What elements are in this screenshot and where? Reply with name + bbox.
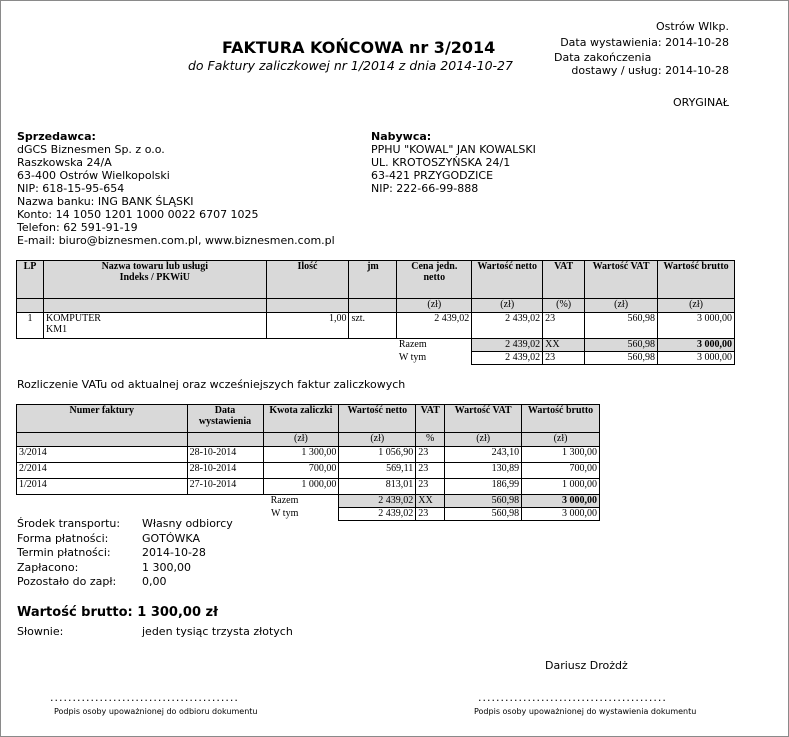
cell-date: 28-10-2014 (187, 463, 263, 479)
total-row (17, 339, 735, 352)
col-lp: LP (17, 261, 44, 299)
total-vat-value: 560,98 (585, 339, 658, 352)
unit-label: (zł) (397, 299, 472, 313)
payment-details (17, 517, 233, 590)
cell-name: KOMPUTER KM1 (43, 313, 266, 339)
cell-gross: 700,00 (522, 463, 600, 479)
seller-heading: Sprzedawca: (17, 130, 96, 143)
total-gross: 3 000,00 (658, 339, 735, 352)
cell-number: 2/2014 (17, 463, 188, 479)
signature-caption-left: Podpis osoby upoważnionej do odbioru dokumentu (54, 707, 258, 716)
unit-label: (zł) (339, 433, 416, 447)
incl-row (17, 352, 735, 365)
buyer-heading: Nabywca: (371, 130, 432, 143)
table-row (17, 313, 735, 339)
issue-date: Data wystawienia: 2014-10-28 (560, 36, 729, 49)
cell-unit: szt. (349, 313, 397, 339)
buyer-line: UL. KROTOSZYŃSKA 24/1 (371, 156, 511, 169)
end-label: Data zakończenia (554, 51, 652, 64)
cell-vat: 23 (416, 463, 445, 479)
incl-label: W tym (271, 507, 299, 519)
table-row (17, 479, 600, 495)
col-vat: VAT (543, 261, 585, 299)
unit-label: (zł) (472, 299, 543, 313)
cell-net: 813,01 (339, 479, 416, 495)
col-vat-value: Wartość VAT (585, 261, 658, 299)
amount-in-words: Słownie: jeden tysiąc trzysta złotych (17, 625, 293, 638)
unit-label: (zł) (263, 433, 339, 447)
total-label: Razem (270, 495, 299, 506)
cell-date: 27-10-2014 (187, 479, 263, 495)
total-row (17, 495, 600, 508)
cell-lp: 1 (17, 313, 44, 339)
advance-table (16, 404, 600, 521)
cell-number: 1/2014 (17, 479, 188, 495)
cell-price: 2 439,02 (397, 313, 472, 339)
cell-vat-value: 243,10 (445, 447, 522, 463)
unit-label: (zł) (522, 433, 600, 447)
unit-label: (zł) (445, 433, 522, 447)
seller-block (17, 130, 335, 247)
cell-vat-value: 130,89 (445, 463, 522, 479)
cell-net: 1 056,90 (339, 447, 416, 463)
cell-gross: 1 300,00 (522, 447, 600, 463)
signature-line-left: .......................................... (50, 691, 239, 704)
total-label: Razem (398, 339, 427, 350)
vat-settlement-title: Rozliczenie VATu od aktualnej oraz wcześniejszych faktur zaliczkowych (17, 378, 406, 391)
signature-caption-right: Podpis osoby upoważnionej do wystawienia dokumentu (474, 707, 697, 716)
cell-amount: 700,00 (263, 463, 339, 479)
incl-label: W tym (398, 351, 427, 363)
seller-line: Raszkowska 24/A (17, 156, 112, 169)
page-title: FAKTURA KOŃCOWA nr 3/2014 (222, 38, 496, 57)
cell-amount: 1 300,00 (263, 447, 339, 463)
buyer-line: PPHU "KOWAL" JAN KOWALSKI (371, 143, 536, 156)
cell-gross: 1 000,00 (522, 479, 600, 495)
buyer-block (371, 130, 536, 195)
total-vat: XX (543, 339, 585, 352)
unit-label: (%) (543, 299, 585, 313)
cell-net: 2 439,02 (472, 313, 543, 339)
incl-net: 2 439,02 (472, 352, 543, 365)
total-net: 2 439,02 (339, 495, 416, 508)
col-price: Cena jedn. netto (397, 261, 472, 299)
col-name: Nazwa towaru lub usługi Indeks / PKWiU (43, 261, 266, 299)
cell-vat: 23 (416, 479, 445, 495)
total-gross: 3 000,00 (522, 495, 600, 508)
total-vat-value: 560,98 (445, 495, 522, 508)
seller-line: Telefon: 62 591-91-19 (17, 221, 138, 234)
cell-qty: 1,00 (266, 313, 349, 339)
table-row (17, 447, 600, 463)
col-unit: jm (349, 261, 397, 299)
col-vat: VAT (416, 405, 445, 433)
signature-line-right: .......................................... (478, 691, 667, 704)
incl-vat-value: 560,98 (445, 508, 522, 521)
cell-gross: 3 000,00 (658, 313, 735, 339)
issuer-name: Dariusz Drożdż (545, 659, 628, 672)
unit-label: (zł) (585, 299, 658, 313)
col-advance-amount: Kwota zaliczki (263, 405, 339, 433)
seller-line: E-mail: biuro@biznesmen.com.pl, www.biznesmen.com.pl (17, 234, 335, 247)
table-row (17, 463, 600, 479)
col-gross: Wartość brutto (522, 405, 600, 433)
unit-label: % (416, 433, 445, 447)
seller-line: dGCS Biznesmen Sp. z o.o. (17, 143, 165, 156)
cell-date: 28-10-2014 (187, 447, 263, 463)
col-qty: Ilość (266, 261, 349, 299)
col-gross: Wartość brutto (658, 261, 735, 299)
col-net: Wartość netto (339, 405, 416, 433)
transport-row: Środek transportu: Własny odbiorcy (17, 517, 233, 530)
paid-row: Zapłacono: 1 300,00 (17, 560, 191, 574)
original-mark: ORYGINAŁ (672, 96, 729, 109)
delivery-date: dostawy / usług: 2014-10-28 (571, 64, 729, 77)
seller-line: Nazwa banku: ING BANK ŚLĄSKI (17, 195, 194, 208)
unit-label: (zł) (658, 299, 735, 313)
cell-vat: 23 (416, 447, 445, 463)
seller-line: NIP: 618-15-95-654 (17, 182, 125, 195)
page-subtitle: do Faktury zaliczkowej nr 1/2014 z dnia 2014-10-27 (188, 58, 513, 73)
gross-total: Wartość brutto: 1 300,00 zł (17, 605, 218, 620)
issue-place: Ostrów Wlkp. (656, 20, 729, 33)
seller-line: Konto: 14 1050 1201 1000 0022 6707 1025 (17, 208, 259, 221)
incl-vat-value: 560,98 (585, 352, 658, 365)
seller-line: 63-400 Ostrów Wielkopolski (17, 169, 170, 182)
cell-vat-value: 560,98 (585, 313, 658, 339)
incl-gross: 3 000,00 (658, 352, 735, 365)
payment-term-row: Termin płatności: 2014-10-28 (17, 546, 206, 559)
payment-form-row: Forma płatności: GOTÓWKA (17, 531, 200, 545)
col-net: Wartość netto (472, 261, 543, 299)
cell-number: 3/2014 (17, 447, 188, 463)
total-net: 2 439,02 (472, 339, 543, 352)
incl-gross: 3 000,00 (522, 508, 600, 521)
items-table (16, 260, 735, 365)
cell-vat-value: 186,99 (445, 479, 522, 495)
buyer-line: NIP: 222-66-99-888 (371, 182, 479, 195)
cell-vat: 23 (543, 313, 585, 339)
cell-amount: 1 000,00 (263, 479, 339, 495)
col-invoice-number: Numer faktury (17, 405, 188, 433)
incl-vat: 23 (416, 508, 445, 521)
incl-net: 2 439,02 (339, 508, 416, 521)
incl-vat: 23 (543, 352, 585, 365)
col-issue-date: Data wystawienia (187, 405, 263, 433)
total-vat: XX (416, 495, 445, 508)
buyer-line: 63-421 PRZYGODZICE (371, 169, 494, 182)
remaining-row: Pozostało do zapł: 0,00 (17, 575, 167, 588)
col-vat-value: Wartość VAT (445, 405, 522, 433)
cell-net: 569,11 (339, 463, 416, 479)
